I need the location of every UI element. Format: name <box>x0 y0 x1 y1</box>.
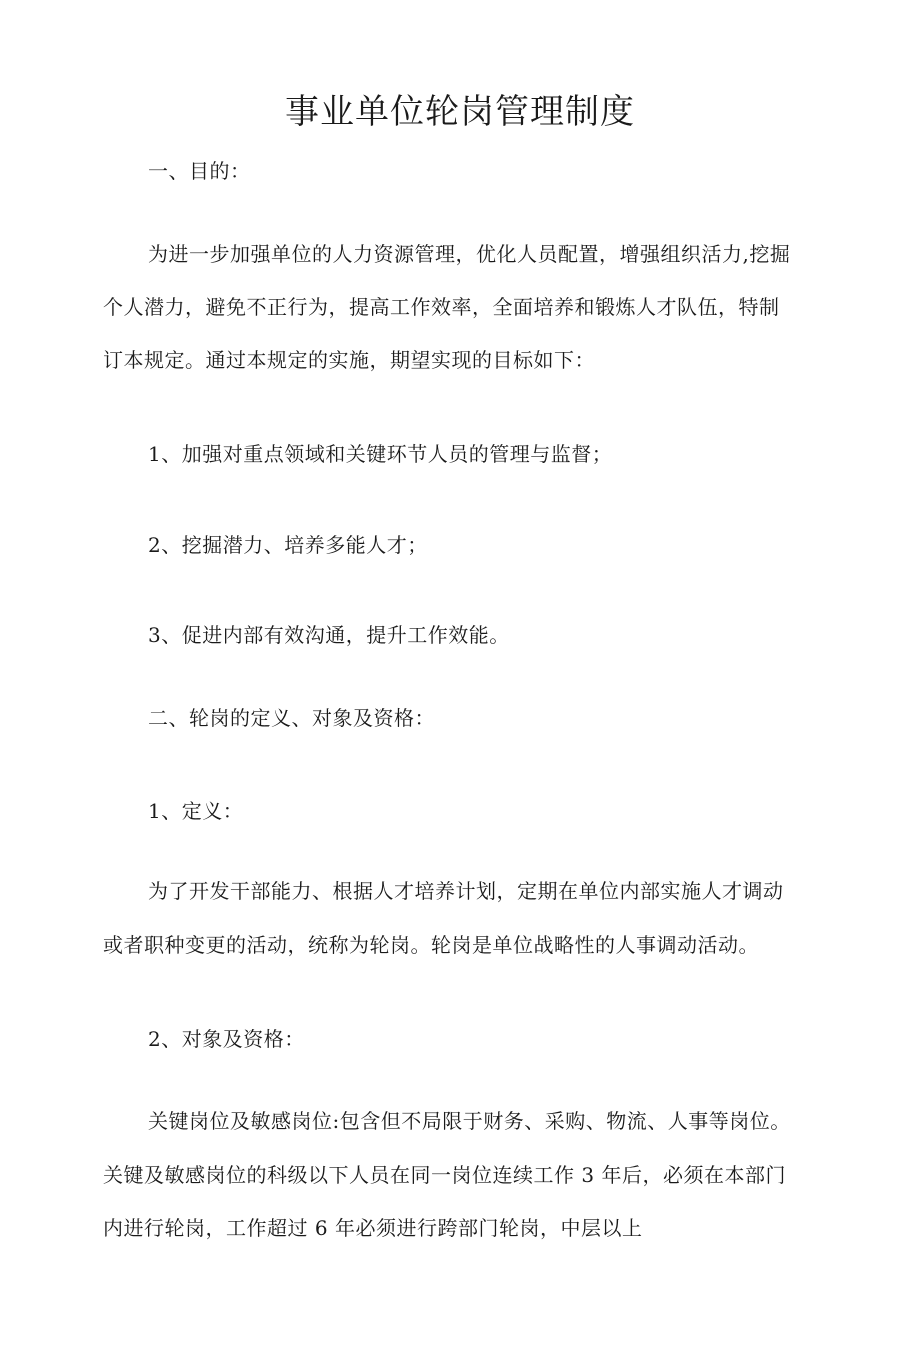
paragraph-line: 订本规定。通过本规定的实施，期望实现的目标如下： <box>103 348 595 372</box>
list-item: 1、加强对重点领域和关键环节人员的管理与监督； <box>148 442 613 466</box>
paragraph-line: 或者职种变更的活动，统称为轮岗。轮岗是单位战略性的人事调动活动。 <box>103 933 759 957</box>
subsection-heading: 1、定义： <box>148 799 244 823</box>
section-heading-purpose: 一、目的： <box>148 159 251 183</box>
paragraph-line: 关键及敏感岗位的科级以下人员在同一岗位连续工作 3 年后，必须在本部门 <box>103 1163 786 1187</box>
paragraph-line: 个人潜力，避免不正行为，提高工作效率，全面培养和锻炼人才队伍，特制 <box>103 295 780 319</box>
paragraph-line: 为进一步加强单位的人力资源管理，优化人员配置，增强组织活力,挖掘 <box>148 242 791 266</box>
section-heading-definition: 二、轮岗的定义、对象及资格： <box>148 706 435 730</box>
list-item: 2、挖掘潜力、培养多能人才； <box>148 533 428 557</box>
paragraph-line: 关键岗位及敏感岗位:包含但不局限于财务、采购、物流、人事等岗位。 <box>148 1109 791 1133</box>
list-item: 3、促进内部有效沟通，提升工作效能。 <box>148 623 510 647</box>
document-title: 事业单位轮岗管理制度 <box>285 92 635 132</box>
paragraph-line: 内进行轮岗，工作超过 6 年必须进行跨部门轮岗，中层以上 <box>103 1216 643 1240</box>
subsection-heading: 2、对象及资格： <box>148 1027 305 1051</box>
paragraph-line: 为了开发干部能力、根据人才培养计划，定期在单位内部实施人才调动 <box>148 879 784 903</box>
